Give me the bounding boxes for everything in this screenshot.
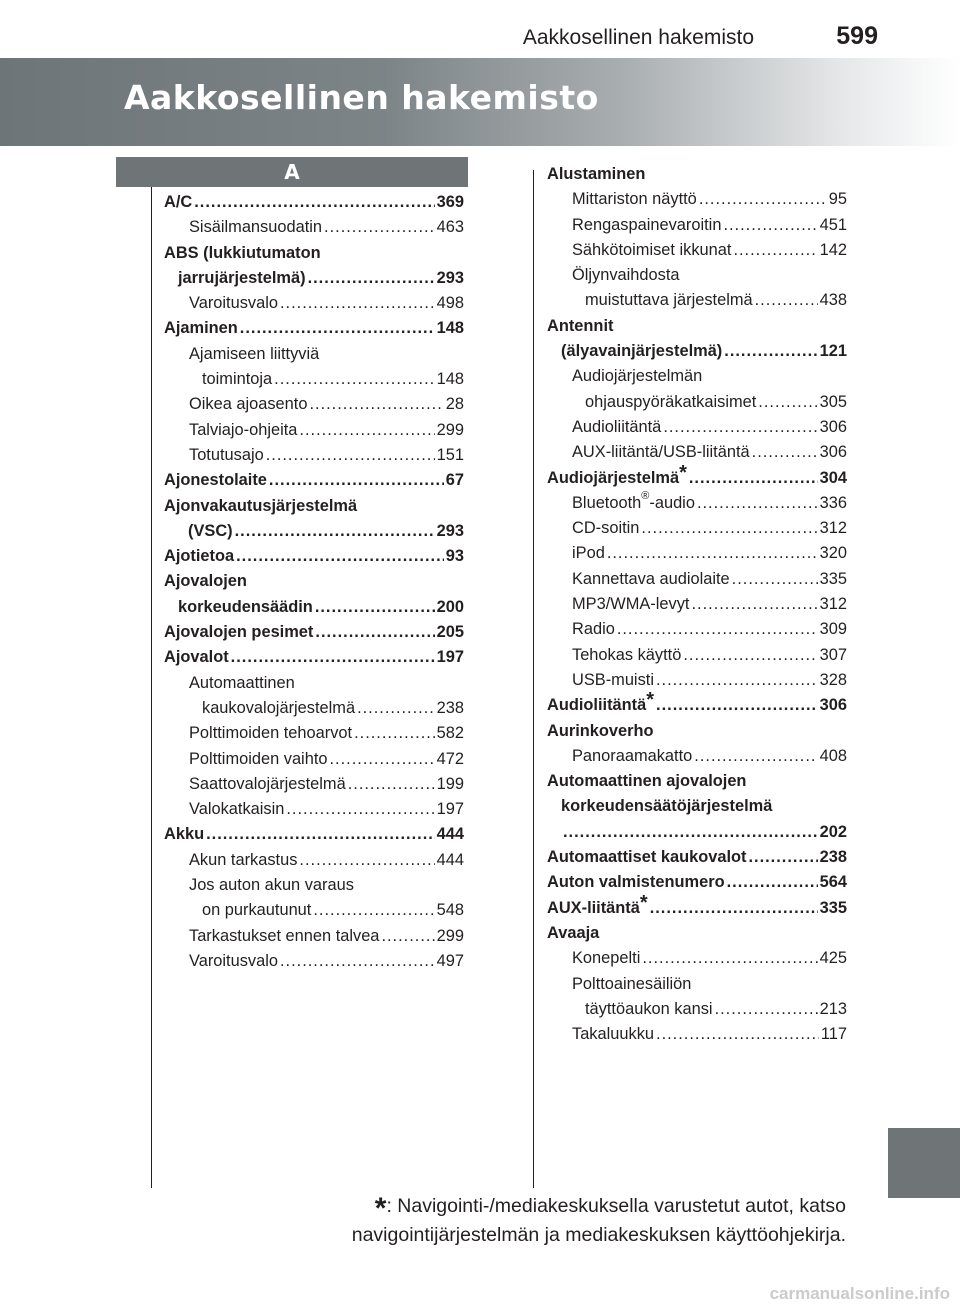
dot-leader: [354, 721, 435, 746]
dot-leader: [691, 592, 817, 617]
index-entry: [547, 668, 847, 693]
index-entry: [164, 595, 464, 620]
index-entry-term: Ajamiseen liittyviä: [189, 344, 320, 363]
index-entry-term: Akku: [164, 825, 205, 844]
index-entry-page: 306: [819, 696, 847, 715]
index-entry: [164, 620, 464, 645]
dot-leader: [699, 187, 827, 212]
index-entry-term: Audioliitäntä*: [547, 689, 655, 715]
index-entry-page: 408: [819, 746, 847, 765]
index-entry-page: 148: [436, 370, 464, 389]
index-entry: [547, 845, 847, 870]
index-entry: [164, 747, 464, 772]
dot-leader: [683, 643, 817, 668]
index-entry-page: 197: [436, 648, 464, 667]
index-entry: [164, 316, 464, 341]
index-entry-term: iPod: [572, 544, 605, 563]
index-entry-page: 93: [445, 547, 464, 566]
index-entry: [164, 645, 464, 670]
index-entry-page: 200: [436, 597, 464, 616]
footnote-star: *: [374, 1192, 387, 1225]
index-entry-page: 369: [436, 193, 464, 211]
index-entry: [164, 367, 464, 392]
index-entry-page: 148: [436, 319, 464, 338]
index-entry-page: 205: [436, 623, 464, 642]
index-entry-term: korkeudensäätöjärjestelmä: [561, 797, 773, 816]
index-entry-term: Automaattinen ajovalojen: [547, 772, 747, 791]
dot-leader: [607, 541, 818, 566]
index-entry: [164, 544, 464, 569]
index-entry-term: Ajovalojen: [164, 572, 247, 591]
index-entry: [547, 213, 847, 238]
index-entry-page: 451: [819, 215, 847, 234]
dot-leader: [324, 215, 435, 240]
index-entry-page: 328: [819, 670, 847, 689]
dot-leader: [642, 946, 817, 971]
dot-leader: [689, 466, 818, 491]
index-entry: [547, 1022, 847, 1047]
dot-leader: [206, 822, 435, 847]
index-entry-page: 335: [819, 569, 847, 588]
dot-leader: [315, 620, 434, 645]
dot-leader: [286, 797, 434, 822]
index-entry: [164, 468, 464, 493]
index-entry: [164, 418, 464, 443]
index-entry-term: ABS (lukkiutumaton: [164, 243, 321, 262]
dot-leader: [733, 238, 817, 263]
dot-leader: [727, 870, 818, 895]
index-entry-term: Ajovalojen pesimet: [164, 623, 314, 642]
dot-leader: [758, 390, 817, 415]
dot-leader: [194, 190, 434, 215]
dot-leader: [240, 316, 435, 341]
index-entry-term: Audiojärjestelmä*: [547, 461, 687, 487]
footnote-marker: *: [646, 689, 655, 712]
index-entry-page: 498: [436, 294, 464, 313]
index-entry-page: 497: [436, 951, 464, 970]
index-entry-page: 199: [436, 774, 464, 793]
index-entry-term: muistuttava järjestelmä: [585, 291, 753, 310]
index-entry-page: 336: [819, 493, 847, 512]
index-entry-term: Ajaminen: [164, 319, 238, 338]
index-entry: [547, 491, 847, 516]
index-entry: [164, 443, 464, 468]
dot-leader: [357, 696, 435, 721]
index-entry-page: 67: [445, 471, 464, 490]
dot-leader: [280, 291, 435, 316]
dot-leader: [694, 744, 817, 769]
index-entry: [164, 671, 464, 696]
dot-leader: [330, 747, 435, 772]
index-entry-page: 425: [819, 949, 847, 968]
index-entry-term: toimintoja: [202, 370, 273, 389]
index-entry: [547, 339, 847, 364]
index-entry: [547, 440, 847, 465]
index-entry-term: Audiojärjestelmän: [572, 367, 703, 386]
index-entry: [164, 848, 464, 873]
index-entry-page: 306: [819, 417, 847, 436]
index-entry-term: Aurinkoverho: [547, 721, 654, 740]
index-entry-page: 438: [819, 291, 847, 310]
index-entry-term: Ajonvakautusjärjestelmä: [164, 496, 358, 515]
index-entry-term: Tarkastukset ennen talvea: [189, 926, 380, 945]
index-entry: [164, 797, 464, 822]
index-entry-term: Alustaminen: [547, 165, 646, 183]
column-divider-left: [151, 187, 152, 1188]
index-entry-page: 202: [819, 822, 847, 841]
index-entry-term: Polttimoiden tehoarvot: [189, 724, 353, 743]
index-entry-term: Polttoainesäiliön: [572, 974, 692, 993]
page-title: Aakkosellinen hakemisto: [124, 78, 599, 117]
running-header-section: Aakkosellinen hakemisto: [522, 26, 754, 49]
index-entry-page: 121: [819, 342, 847, 361]
index-entry-term: Auton valmistenumero: [547, 873, 725, 892]
index-entry-term: MP3/WMA-levyt: [572, 595, 690, 614]
index-entry-term: Ajonestolaite: [164, 471, 267, 490]
index-entry-term: Mittariston näyttö: [572, 190, 697, 209]
index-entry: [547, 997, 847, 1022]
index-entry-page: 444: [436, 850, 464, 869]
index-entry-term: AUX-liitäntä/USB-liitäntä: [572, 443, 750, 462]
index-entry: [164, 392, 464, 417]
index-entry-term: Saattovalojärjestelmä: [189, 774, 346, 793]
footnote: [352, 1188, 846, 1250]
index-entry-page: 299: [436, 420, 464, 439]
index-entry: [164, 873, 464, 898]
index-entry: [547, 592, 847, 617]
dot-leader: [563, 820, 818, 845]
index-entry-page: 582: [436, 724, 464, 743]
index-entry: [547, 238, 847, 263]
index-entry-term: Takaluukku: [572, 1025, 655, 1044]
dot-leader: [715, 997, 818, 1022]
dot-leader: [656, 668, 818, 693]
index-entry-page: 320: [819, 544, 847, 563]
index-entry: [547, 162, 847, 187]
index-entry: [547, 364, 847, 389]
index-entry: [164, 822, 464, 847]
index-entry-page: 213: [819, 999, 847, 1018]
index-entry-page: 444: [436, 825, 464, 844]
index-entry-page: 142: [819, 240, 847, 259]
footnote-marker: *: [679, 461, 687, 484]
dot-leader: [231, 645, 435, 670]
index-entry: [164, 898, 464, 923]
dot-leader: [235, 519, 435, 544]
index-entry-page: 238: [819, 848, 847, 867]
index-entry-term: Konepelti: [572, 949, 641, 968]
index-entry-term: Valokatkaisin: [189, 800, 285, 819]
column-divider-middle: [533, 170, 534, 1188]
index-entry-term: AUX-liitäntä*: [547, 891, 648, 917]
index-entry-page: 309: [819, 620, 847, 639]
dot-leader: [748, 845, 817, 870]
index-entry-page: 335: [819, 898, 847, 917]
index-entry: [164, 696, 464, 721]
index-entry: [547, 263, 847, 288]
index-entry-term: Totutusajo: [189, 445, 264, 464]
dot-leader: [650, 896, 818, 921]
index-entry-page: 238: [436, 698, 464, 717]
index-entry: [547, 541, 847, 566]
index-entry-page: 548: [436, 901, 464, 920]
index-entry-term: Radio: [572, 620, 615, 639]
index-entry: [164, 924, 464, 949]
dot-leader: [752, 440, 818, 465]
index-entry-term: Ajotietoa: [164, 547, 235, 566]
dot-leader: [266, 443, 435, 468]
index-entry-page: 307: [819, 645, 847, 664]
index-entry: [547, 461, 847, 491]
index-entry-term: Öljynvaihdosta: [572, 266, 680, 285]
index-entry: [164, 342, 464, 367]
index-entry-page: 312: [819, 519, 847, 538]
index-entry-term: Antennit: [547, 316, 614, 335]
index-entry-term: täyttöaukon kansi: [585, 999, 713, 1018]
index-entry-page: 28: [445, 395, 464, 414]
index-entry-term: Polttimoiden vaihto: [189, 749, 328, 768]
index-entry-term: A/C: [164, 193, 193, 211]
index-entry-term: Ajovalot: [164, 648, 229, 667]
index-entry: [547, 390, 847, 415]
index-entry: [547, 870, 847, 895]
index-entry: [547, 769, 847, 794]
watermark: carmanualsonline.info: [769, 1284, 950, 1303]
index-entry-term: korkeudensäädin: [178, 597, 313, 616]
index-entry-term: Automaattiset kaukovalot: [547, 848, 747, 867]
index-entry: [164, 190, 464, 215]
index-entry-page: 299: [436, 926, 464, 945]
index-column-left: [164, 190, 464, 974]
index-entry: [547, 689, 847, 718]
index-entry-term: Audioliitäntä: [572, 417, 662, 436]
dot-leader: [381, 924, 434, 949]
index-entry-term: Bluetooth®-audio: [572, 490, 695, 512]
index-entry-term: Akun tarkastus: [189, 850, 298, 869]
dot-leader: [755, 288, 818, 313]
dot-leader: [308, 266, 435, 291]
index-entry-term: Sisäilmansuodatin: [189, 218, 323, 237]
dot-leader: [724, 339, 817, 364]
letter-heading: A: [116, 157, 468, 187]
index-entry: [547, 187, 847, 212]
dot-leader: [315, 595, 435, 620]
dot-leader: [348, 772, 435, 797]
index-entry-term: Talviajo-ohjeita: [189, 420, 298, 439]
index-entry: [164, 494, 464, 519]
index-entry-term: Avaaja: [547, 923, 600, 942]
dot-leader: [313, 898, 434, 923]
dot-leader: [617, 617, 818, 642]
index-entry-page: 293: [436, 268, 464, 287]
index-entry-page: 117: [820, 1025, 847, 1044]
footnote-marker: *: [639, 891, 648, 914]
index-entry-page: 197: [436, 800, 464, 819]
index-entry: [164, 949, 464, 974]
index-entry-page: 564: [819, 873, 847, 892]
index-entry-term: USB-muisti: [572, 670, 654, 689]
dot-leader: [274, 367, 434, 392]
index-entry: [164, 519, 464, 544]
index-entry-page: 472: [436, 749, 464, 768]
index-entry: [547, 972, 847, 997]
index-entry-term: Sähkötoimiset ikkunat: [572, 240, 732, 259]
page-number: 599: [836, 22, 878, 50]
dot-leader: [656, 1022, 819, 1047]
index-entry-term: Kannettava audiolaite: [572, 569, 730, 588]
index-entry-term: (VSC): [188, 521, 233, 540]
dot-leader: [299, 418, 434, 443]
index-entry-page: 151: [436, 445, 464, 464]
index-entry-page: 95: [828, 190, 847, 209]
dot-leader: [309, 392, 443, 417]
index-entry: [164, 721, 464, 746]
index-entry: [164, 215, 464, 240]
index-entry: [164, 291, 464, 316]
index-entry-term: Varoitusvalo: [189, 294, 278, 313]
dot-leader: [280, 949, 435, 974]
index-entry-term: Oikea ajoasento: [189, 395, 308, 414]
index-entry: [164, 266, 464, 291]
section-thumb-tab: [888, 1128, 960, 1198]
index-entry-term: Varoitusvalo: [189, 951, 278, 970]
index-entry-term: kaukovalojärjestelmä: [202, 698, 356, 717]
index-entry-page: 306: [819, 443, 847, 462]
index-entry: [547, 617, 847, 642]
index-entry: [547, 643, 847, 668]
dot-leader: [299, 848, 434, 873]
index-entry: [164, 241, 464, 266]
index-entry-page: 312: [819, 595, 847, 614]
index-entry: [547, 719, 847, 744]
index-entry: [547, 567, 847, 592]
dot-leader: [269, 468, 444, 493]
index-entry-page: 293: [436, 521, 464, 540]
index-entry: [164, 772, 464, 797]
index-entry-term: jarrujärjestelmä): [178, 268, 306, 287]
index-entry-term: on purkautunut: [202, 901, 312, 920]
index-column-right: [547, 162, 847, 1047]
index-entry: [547, 314, 847, 339]
dot-leader: [656, 693, 818, 718]
index-entry-page: 305: [819, 392, 847, 411]
footnote-line-2: navigointijärjestelmän ja mediakeskuksen käyttöohjekirja.: [351, 1224, 846, 1246]
index-entry-term: Jos auton akun varaus: [189, 876, 354, 895]
index-entry-page: 304: [819, 468, 847, 487]
index-entry-page: 463: [436, 218, 464, 237]
index-entry-term: CD-soitin: [572, 519, 640, 538]
index-entry: [547, 891, 847, 921]
dot-leader: [697, 491, 818, 516]
index-entry-term: Rengaspainevaroitin: [572, 215, 722, 234]
index-entry: [547, 516, 847, 541]
index-entry: [547, 794, 847, 819]
dot-leader: [732, 567, 818, 592]
dot-leader: [641, 516, 817, 541]
index-entry-term: (älyavainjärjestelmä): [561, 342, 723, 361]
footnote-line-1: : Navigointi-/mediakeskuksella varustetut autot, katso: [386, 1195, 846, 1217]
index-entry-term: Tehokas käyttö: [572, 645, 682, 664]
index-entry-term: Automaattinen: [189, 673, 295, 692]
index-entry: [547, 820, 847, 845]
index-entry-term: ohjauspyöräkatkaisimet: [585, 392, 757, 411]
dot-leader: [723, 213, 817, 238]
title-band: [0, 58, 960, 146]
dot-leader: [236, 544, 444, 569]
index-entry: [164, 569, 464, 594]
index-entry: [547, 946, 847, 971]
index-entry-term: Panoraamakatto: [572, 746, 693, 765]
index-entry: [547, 744, 847, 769]
dot-leader: [663, 415, 817, 440]
index-entry: [547, 415, 847, 440]
index-entry: [547, 288, 847, 313]
index-entry: [547, 921, 847, 946]
